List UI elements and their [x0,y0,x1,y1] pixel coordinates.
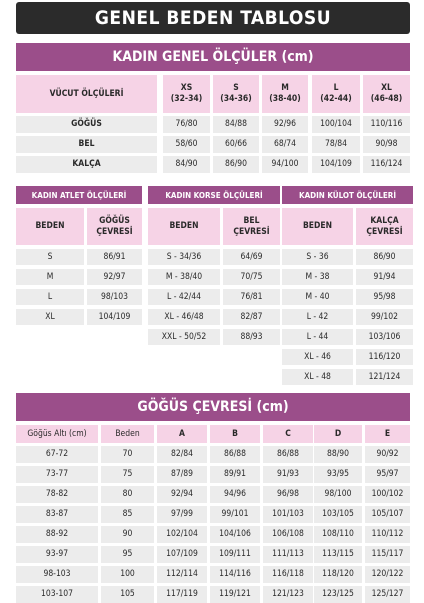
bust-cell: 103-107 [16,586,98,603]
kulot-size: S - 36 [282,249,353,265]
atlet-size: XL [16,309,84,325]
measure-value: 110/116 [363,116,410,133]
bust-cell: 94/96 [210,486,260,503]
bust-cell: 109/111 [210,546,260,563]
bust-cell: 89/91 [210,466,260,483]
kulot-value: 103/106 [356,329,413,345]
bust-cell: 125/127 [365,586,410,603]
measure-value: 68/74 [262,136,308,153]
korse-size: S - 34/36 [148,249,220,265]
atlet-value: 104/109 [87,309,142,325]
bust-column-header: D [314,425,362,443]
bust-cell: 115/117 [365,546,410,563]
bust-cell: 110/112 [365,526,410,543]
bust-cell: 98-103 [16,566,98,583]
bust-cell: 120/122 [365,566,410,583]
kulot-size-header: BEDEN [282,208,353,245]
measure-value: 84/90 [163,156,210,173]
bust-cell: 86/88 [210,446,260,463]
measure-label: KALÇA [16,156,157,173]
bust-cell: 108/110 [314,526,362,543]
korse-value: 82/87 [223,309,280,325]
measure-label: BEL [16,136,157,153]
body-measure-header: VÜCUT ÖLÇÜLERİ [16,75,157,113]
bust-cell: 101/103 [263,506,313,523]
measure-value: 76/80 [163,116,210,133]
korse-size: L - 42/44 [148,289,220,305]
atlet-size: L [16,289,84,305]
bust-cell: 121/123 [263,586,313,603]
kulot-measure-header: KALÇA ÇEVRESİ [356,208,413,245]
kulot-value: 95/98 [356,289,413,305]
womens-general-title: KADIN GENEL ÖLÇÜLER (cm) [16,43,410,71]
size-header [163,75,210,113]
bust-cell: 93/95 [314,466,362,483]
size-header [312,75,360,113]
korse-title: KADIN KORSE ÖLÇÜLERİ [148,186,280,204]
bust-cell: 105/107 [365,506,410,523]
atlet-value: 92/97 [87,269,142,285]
bust-cell: 91/93 [263,466,313,483]
bust-cell: 67-72 [16,446,98,463]
korse-size: XL - 46/48 [148,309,220,325]
bust-cell: 92/94 [157,486,207,503]
kulot-size: L - 42 [282,309,353,325]
bust-cell: 113/115 [314,546,362,563]
bust-cell: 88-92 [16,526,98,543]
kulot-size: M - 40 [282,289,353,305]
bust-cell: 107/109 [157,546,207,563]
bust-cell: 118/120 [314,566,362,583]
size-range: (46-48) [370,94,403,104]
bust-cell: 95/97 [365,466,410,483]
korse-size: XXL - 50/52 [148,329,220,345]
measure-value: 58/60 [163,136,210,153]
measure-value: 104/109 [312,156,360,173]
size-range: (34-36) [220,94,252,104]
bust-cell: 87/89 [157,466,207,483]
bust-cell: 75 [101,466,154,483]
bust-cell: 116/118 [263,566,313,583]
bust-cell: 73-77 [16,466,98,483]
bust-cell: 119/121 [210,586,260,603]
bust-cell: 114/116 [210,566,260,583]
korse-measure-header: BEL ÇEVRESİ [223,208,280,245]
atlet-value: 98/103 [87,289,142,305]
atlet-value: 86/91 [87,249,142,265]
bust-column-header: Göğüs Altı (cm) [16,425,98,443]
bust-cell: 95 [101,546,154,563]
measure-value: 92/96 [262,116,308,133]
bust-cell: 102/104 [157,526,207,543]
kulot-value: 116/120 [356,349,413,365]
bust-cell: 99/101 [210,506,260,523]
korse-value: 88/93 [223,329,280,345]
measure-value: 116/124 [363,156,410,173]
korse-value: 70/75 [223,269,280,285]
size-name: XS [180,83,193,93]
page-title: GENEL BEDEN TABLOSU [16,2,410,34]
bust-cell: 86/88 [263,446,313,463]
bust-cell: 96/98 [263,486,313,503]
korse-value: 76/81 [223,289,280,305]
bust-cell: 90/92 [365,446,410,463]
korse-value: 64/69 [223,249,280,265]
measure-value: 94/100 [262,156,308,173]
bust-cell: 70 [101,446,154,463]
kulot-value: 99/102 [356,309,413,325]
kulot-value: 91/94 [356,269,413,285]
bust-cell: 85 [101,506,154,523]
kulot-size: XL - 46 [282,349,353,365]
bust-cell: 78-82 [16,486,98,503]
bust-cell: 83-87 [16,506,98,523]
measure-value: 60/66 [213,136,259,153]
bust-cell: 100/102 [365,486,410,503]
measure-value: 86/90 [213,156,259,173]
bust-cell: 104/106 [210,526,260,543]
size-header [213,75,259,113]
bust-cell: 98/100 [314,486,362,503]
bust-cell: 111/113 [263,546,313,563]
size-name: XL [381,83,392,93]
bust-cell: 97/99 [157,506,207,523]
kulot-value: 86/90 [356,249,413,265]
size-header [363,75,410,113]
bust-cell: 106/108 [263,526,313,543]
size-range: (38-40) [269,94,301,104]
kulot-value: 121/124 [356,369,413,385]
bust-cell: 123/125 [314,586,362,603]
bust-column-header: E [365,425,410,443]
atlet-title: KADIN ATLET ÖLÇÜLERİ [16,186,142,204]
kulot-size: L - 44 [282,329,353,345]
atlet-measure-header: GÖĞÜS ÇEVRESİ [87,208,142,245]
bust-cell: 88/90 [314,446,362,463]
bust-column-header: Beden [101,425,154,443]
measure-label: GÖĞÜS [16,116,157,133]
kulot-title: KADIN KÜLOT ÖLÇÜLERİ [282,186,413,204]
korse-size-header: BEDEN [148,208,220,245]
measure-value: 100/104 [312,116,360,133]
atlet-size: M [16,269,84,285]
size-range: (32-34) [170,94,203,104]
bust-cell: 93-97 [16,546,98,563]
bust-cell: 100 [101,566,154,583]
bust-cell: 105 [101,586,154,603]
bust-cell: 112/114 [157,566,207,583]
bust-column-header: B [210,425,260,443]
measure-value: 78/84 [312,136,360,153]
size-header [262,75,308,113]
kulot-size: M - 38 [282,269,353,285]
atlet-size: S [16,249,84,265]
size-range: (42-44) [320,94,352,104]
korse-size: M - 38/40 [148,269,220,285]
measure-value: 84/88 [213,116,259,133]
atlet-size-header: BEDEN [16,208,84,245]
bust-column-header: C [263,425,313,443]
bust-cell: 117/119 [157,586,207,603]
size-name: L [333,83,339,93]
measure-value: 90/98 [363,136,410,153]
kulot-size: XL - 48 [282,369,353,385]
bust-cell: 90 [101,526,154,543]
bust-title: GÖĞÜS ÇEVRESİ (cm) [16,393,410,421]
bust-cell: 103/105 [314,506,362,523]
size-name: M [281,83,289,93]
bust-cell: 80 [101,486,154,503]
bust-column-header: A [157,425,207,443]
size-name: S [233,83,239,93]
bust-cell: 82/84 [157,446,207,463]
